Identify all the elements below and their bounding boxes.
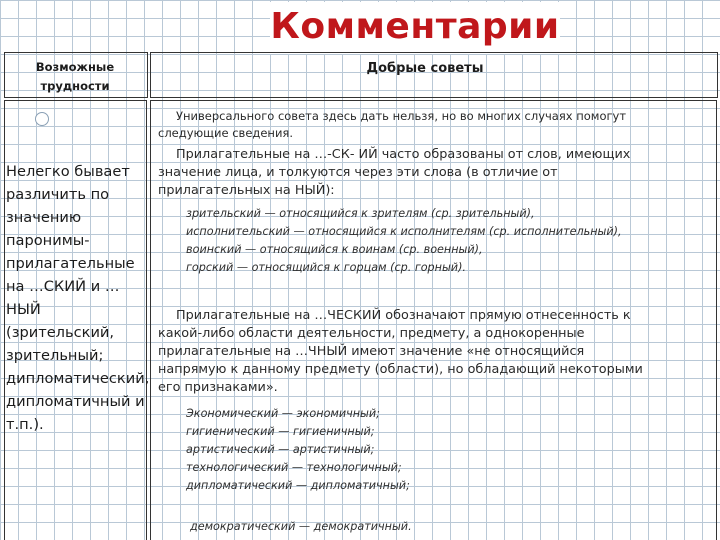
column-divider-inner — [150, 100, 151, 540]
difficulty-text: Нелегко бывает различить по значению паронимы-прилагательные на …СКИЙ и …НЫЙ (зрительский, зрительный; дипломатический, дипломатичный и т.п.). — [6, 163, 150, 433]
body-top-border-right — [150, 100, 716, 101]
header-left-line: трудности — [40, 79, 110, 93]
page-title: Комментарии — [270, 2, 560, 54]
header-difficulties — [8, 58, 142, 96]
paragraph-line: прилагательные на …ЧНЫЙ имеют значение «не относящийся — [158, 344, 585, 359]
paragraph-line: какой-либо области деятельности, предмету, а однокоренные — [158, 326, 585, 341]
example-line: артистический — артистичный; — [186, 443, 375, 456]
intro-line: следующие сведения. — [158, 126, 293, 140]
example-line: воинский — относящийся к воинам (ср. военный), — [186, 243, 483, 256]
examples-sk — [186, 205, 622, 277]
example-line: зрительский — относящийся к зрителям (ср. зрительный), — [186, 207, 535, 220]
example-line: гигиенический — гигиеничный; — [186, 425, 375, 438]
example-line: исполнительский — относящийся к исполнителям (ср. исполнительный), — [186, 225, 622, 238]
intro-text — [158, 108, 626, 142]
left-column-border — [4, 100, 5, 540]
paragraph-sk — [158, 146, 630, 200]
example-line: горский — относящийся к горцам (ср. горный). — [186, 261, 466, 274]
paragraph-line: напрямую к данному предмету (области), но обладающий некоторыми — [158, 362, 643, 377]
circle-marker — [35, 112, 49, 126]
paragraph-line: Прилагательные на …ЧЕСКИЙ обозначают прямую отнесенность к — [176, 308, 631, 323]
example-line: технологический — технологичный; — [186, 461, 402, 474]
paragraph-line: значение лица, и толкуются через эти слова (в отличие от — [158, 165, 558, 180]
paragraph-line: его признаками». — [158, 380, 278, 395]
header-advice: Добрые советы — [366, 61, 484, 76]
paragraph-line: Прилагательные на …-СК- ИЙ часто образованы от слов, имеющих — [176, 147, 631, 162]
example-last: демократический — демократичный. — [190, 520, 412, 533]
right-column-border — [716, 100, 717, 540]
examples-chesk — [186, 405, 410, 495]
example-line: Экономический — экономичный; — [186, 407, 380, 420]
header-left-line: Возможные — [35, 60, 115, 74]
intro-line: Универсального совета здесь дать нельзя, но во многих случаях помогут — [176, 109, 627, 123]
body-top-border — [4, 100, 146, 101]
example-line: дипломатический — дипломатичный; — [186, 479, 410, 492]
paragraph-chesk — [158, 307, 643, 397]
paragraph-line: прилагательных на НЫЙ): — [158, 183, 335, 198]
